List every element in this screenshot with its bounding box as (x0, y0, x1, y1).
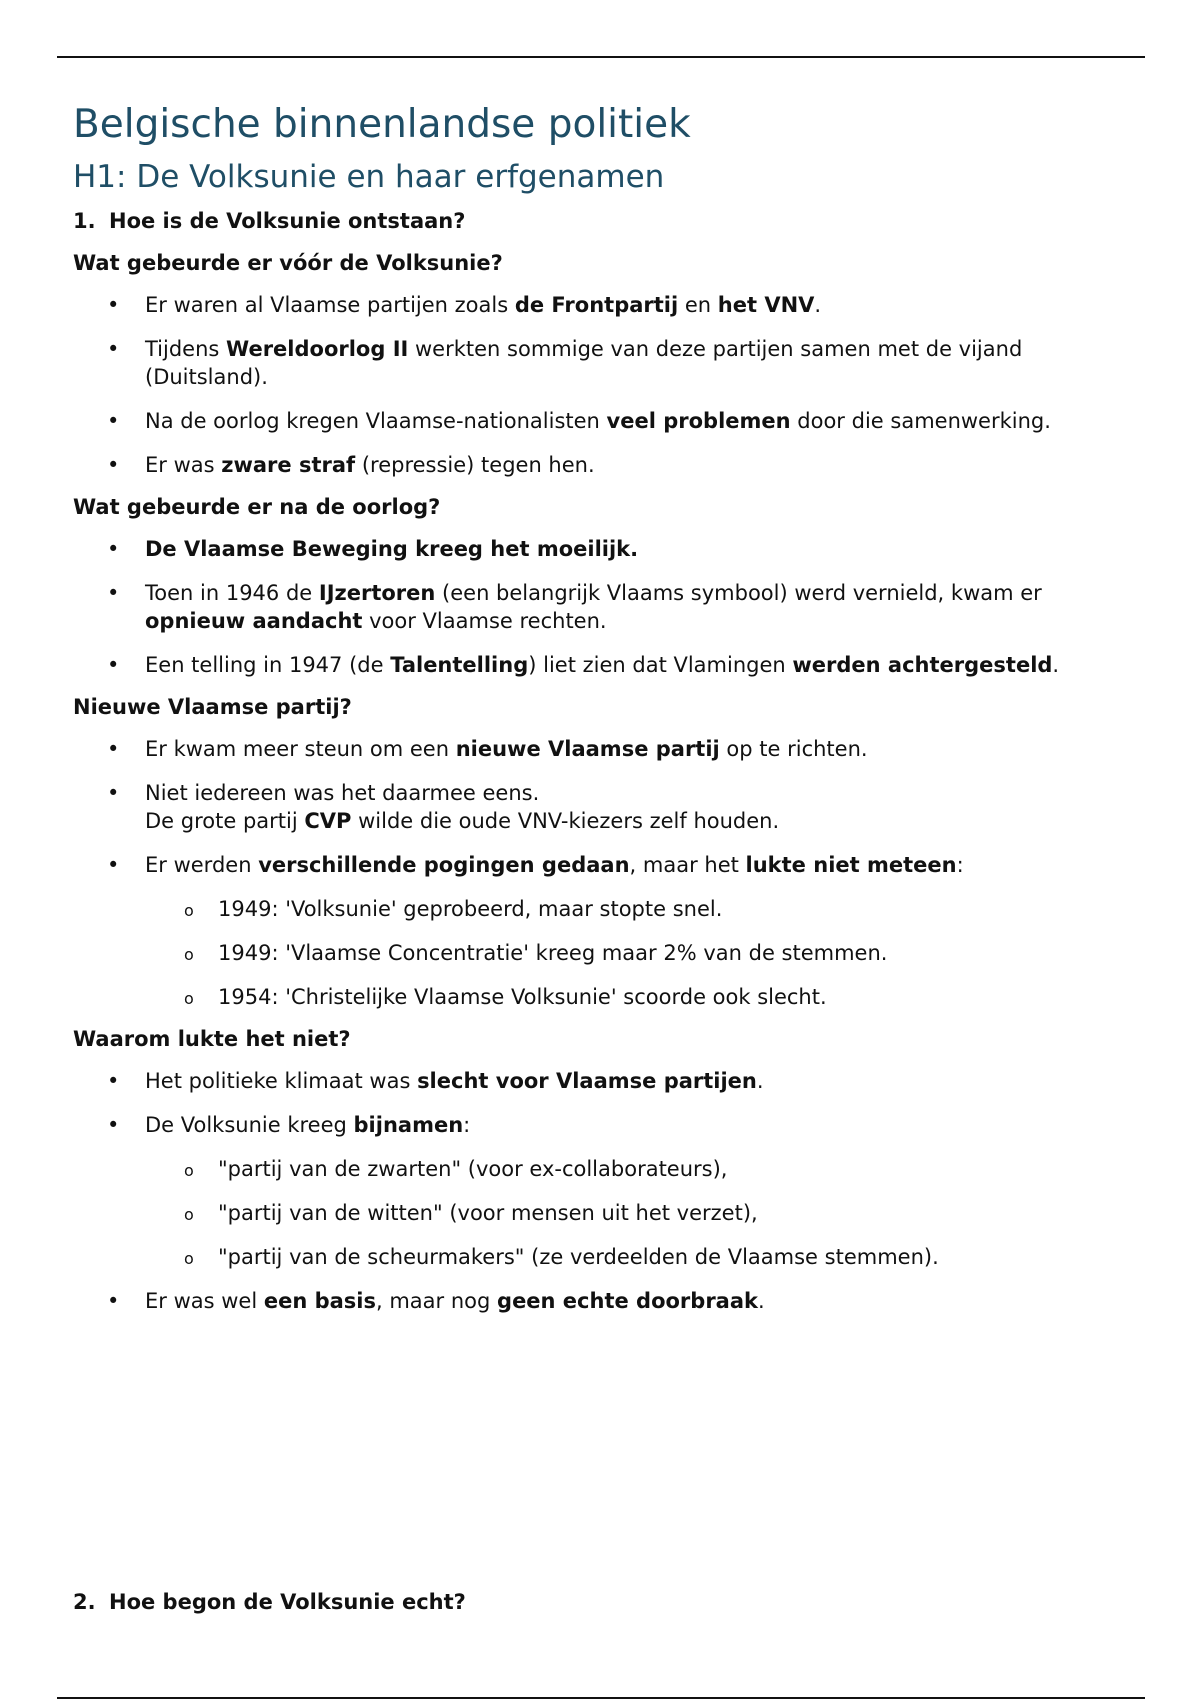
question-1-number: 1. (73, 208, 96, 233)
section-heading-before: Wat gebeurde er vóór de Volksunie? (73, 250, 503, 275)
bullet-icon: • (107, 852, 120, 877)
sub-list-item: o 1954: 'Christelijke Vlaamse Volksunie' scoorde ook slecht. (73, 983, 1133, 1011)
bullet-icon: • (107, 452, 120, 477)
page-title: Belgische binnenlandse politiek (73, 102, 691, 147)
list-item: • De Vlaamse Beweging kreeg het moeilijk. (107, 536, 639, 561)
list-item: • Er waren al Vlaamse partijen zoals de Frontpartij en het VNV. (107, 292, 822, 317)
section-heading-new-party: Nieuwe Vlaamse partij? (73, 694, 352, 719)
bullet-icon: • (107, 336, 120, 361)
sub-list-attempts (145, 895, 1133, 1011)
question-2-number: 2. (73, 1590, 96, 1614)
bullet-icon: • (107, 580, 120, 605)
bullet-icon: • (107, 1112, 120, 1137)
bullet-icon: • (107, 536, 120, 561)
bullet-icon: • (107, 1288, 120, 1313)
bullet-icon: • (107, 780, 120, 805)
list-item: • Een telling in 1947 (de Talentelling) liet zien dat Vlamingen werden achtergesteld. (107, 652, 1060, 677)
section-heading-after-war: Wat gebeurde er na de oorlog? (73, 494, 441, 519)
section-heading-why-failed: Waarom lukte het niet? (73, 1026, 351, 1051)
bullet-icon: • (107, 652, 120, 677)
sub-list-nicknames (145, 1155, 1133, 1271)
bullet-icon: • (107, 736, 120, 761)
list-item: • Het politieke klimaat was slecht voor Vlaamse partijen. (107, 1068, 764, 1093)
sub-list-item: o 1949: 'Volksunie' geprobeerd, maar stopte snel. (73, 895, 1133, 923)
circle-bullet-icon: o (184, 988, 194, 1008)
bullet-list-why-failed (73, 1067, 1133, 1315)
bullet-list-after-war (73, 535, 1133, 679)
list-item: • Toen in 1946 de IJzertoren (een belangrijk Vlaams symbool) werd vernield, kwam er opnieuw aandacht voor Vlaamse rechten. (107, 580, 1042, 633)
list-item: • Tijdens Wereldoorlog II werkten sommige van deze partijen samen met de vijand (Duitsland). (107, 336, 1023, 389)
list-item: • Niet iedereen was het daarmee eens. De grote partij CVP wilde die oude VNV-kiezers zelf houden. (107, 780, 780, 833)
circle-bullet-icon: o (184, 1160, 194, 1180)
sub-list-item: o "partij van de witten" (voor mensen uit het verzet), (73, 1199, 1133, 1227)
top-rule (57, 56, 1145, 58)
circle-bullet-icon: o (184, 1204, 194, 1224)
question-1-text: Hoe is de Volksunie ontstaan? (109, 208, 466, 233)
list-item: • Er werden verschillende pogingen gedaan, maar het lukte niet meteen: o 1949: 'Volksunie' geprobeerd, maar stopte snel. o 1949: 'Vlaamse Concentratie' kreeg maar 2% van de stemmen. o 1954: 'Christelijke Vlaamse Volksunie' scoorde ook slecht. (73, 851, 1133, 1011)
document-page (73, 100, 1133, 1614)
circle-bullet-icon: o (184, 944, 194, 964)
question-2-heading (73, 1590, 466, 1614)
bullet-list-before (73, 291, 1133, 479)
question-2-text: Hoe begon de Volksunie echt? (109, 1590, 466, 1614)
circle-bullet-icon: o (184, 900, 194, 920)
bullet-list-new-party (73, 735, 1133, 1011)
list-item: • Er was wel een basis, maar nog geen echte doorbraak. (107, 1288, 765, 1313)
sub-list-item: o "partij van de scheurmakers" (ze verdeelden de Vlaamse stemmen). (73, 1243, 1133, 1271)
bullet-icon: • (107, 408, 120, 433)
bottom-rule (57, 1697, 1145, 1699)
bullet-icon: • (107, 1068, 120, 1093)
sub-list-item: o "partij van de zwarten" (voor ex-collaborateurs), (73, 1155, 1133, 1183)
list-item: • Er was zware straf (repressie) tegen hen. (107, 452, 595, 477)
sub-list-item: o 1949: 'Vlaamse Concentratie' kreeg maar 2% van de stemmen. (73, 939, 1133, 967)
list-item: • Na de oorlog kregen Vlaamse-nationalisten veel problemen door die samenwerking. (107, 408, 1051, 433)
list-item: • De Volksunie kreeg bijnamen: o "partij van de zwarten" (voor ex-collaborateurs), o "partij van de witten" (voor mensen uit het verzet), o "partij van de scheurmakers" (ze verdeelden de Vlaamse stemmen). (73, 1111, 1133, 1271)
question-1-heading (73, 209, 1133, 233)
bullet-icon: • (107, 292, 120, 317)
chapter-heading: H1: De Volksunie en haar erfgenamen (73, 158, 665, 195)
list-item: • Er kwam meer steun om een nieuwe Vlaamse partij op te richten. (107, 736, 868, 761)
circle-bullet-icon: o (184, 1248, 194, 1268)
